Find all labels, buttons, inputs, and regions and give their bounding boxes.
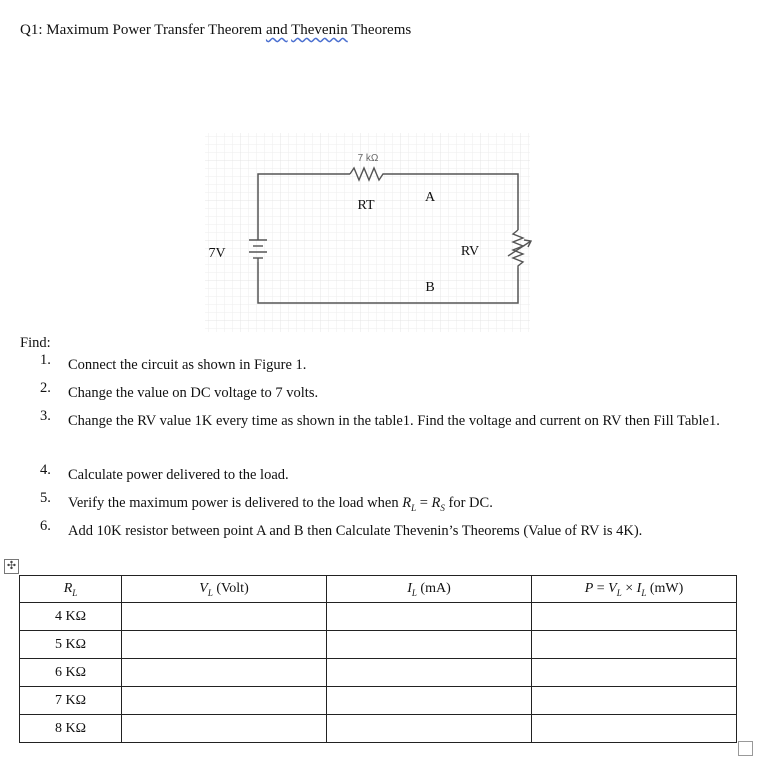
table-row [20,715,737,743]
table-row [20,603,737,631]
node-b-label: B [425,280,435,295]
title-text-end: Theorems [347,22,412,38]
header-sub: L [641,587,647,598]
power-cell[interactable] [532,715,737,743]
resize-handle-icon[interactable] [738,741,753,756]
header-sub: L [411,587,417,598]
header-unit: (mA) [416,580,451,596]
formula-r: R [431,495,441,511]
step-number: 3. [40,408,51,424]
rt-label: RT [357,198,375,213]
rl-cell: 4 KΩ [20,603,122,631]
table-row [20,687,737,715]
circuit-figure [0,0,777,340]
header-rl [20,576,122,603]
header-power [532,576,737,603]
formula-equals: = [416,495,432,511]
step-text: Add 10K resistor between point A and B then Calculate Thevenin’s Theorems (Value of RV is 4K). [68,523,643,539]
header-sym: V [199,580,208,596]
header-sub: L [207,587,213,598]
vl-cell[interactable] [122,603,327,631]
header-sym: P [584,580,594,596]
power-cell[interactable] [532,687,737,715]
table-row [20,659,737,687]
header-unit: (mW) [646,580,684,596]
formula-r: R [402,495,412,511]
title-and-word: and [265,22,288,38]
rv-label: RV [460,244,480,259]
header-unit: (Volt) [212,580,249,596]
header-sym: I [636,580,642,596]
power-cell[interactable] [532,659,737,687]
header-vl [122,576,327,603]
header-sym: R [63,580,73,596]
header-sym: I [407,580,412,596]
formula-sub-l: L [411,502,417,513]
step-number: 4. [40,462,51,478]
resistor-value-label: 7 kΩ [357,153,379,164]
title-thevenin-word: Thevenin [291,22,348,38]
results-table [19,575,737,743]
move-handle-icon[interactable]: ✣ [4,559,19,574]
step-number: 6. [40,518,51,534]
vl-cell[interactable] [122,687,327,715]
source-voltage-label: 7V [208,246,226,261]
il-cell[interactable] [327,603,532,631]
power-cell[interactable] [532,631,737,659]
rl-cell: 7 KΩ [20,687,122,715]
rl-cell: 8 KΩ [20,715,122,743]
formula-sub-s: S [440,502,445,513]
il-cell[interactable] [327,631,532,659]
header-il [327,576,532,603]
header-sub: L [72,587,78,598]
step-text: Change the value on DC voltage to 7 volts. [68,385,319,401]
find-label: Find: [20,335,51,351]
node-a-label: A [424,190,436,205]
il-cell[interactable] [327,659,532,687]
power-cell[interactable] [532,603,737,631]
step-number: 1. [40,352,51,368]
step-text-part: Verify the maximum power is delivered to the load when [68,495,403,511]
step-text-part: for DC. [444,495,493,511]
rl-cell: 6 KΩ [20,659,122,687]
step-number: 5. [40,490,51,506]
header-eq: = [593,580,609,596]
step-text: Calculate power delivered to the load. [68,467,289,483]
vl-cell[interactable] [122,631,327,659]
step-number: 2. [40,380,51,396]
header-sym: V [608,580,617,596]
header-times: × [621,580,637,596]
il-cell[interactable] [327,715,532,743]
vl-cell[interactable] [122,659,327,687]
title-text: Q1: Maximum Power Transfer Theorem [20,22,266,38]
table-row [20,631,737,659]
step-text: Connect the circuit as shown in Figure 1. [68,357,307,373]
table-header-row [20,576,737,603]
vl-cell[interactable] [122,715,327,743]
step-text: Change the RV value 1K every time as shown in the table1. Find the voltage and current on RV then Fill Table1. [68,413,720,429]
il-cell[interactable] [327,687,532,715]
header-sub: L [616,587,622,598]
rl-cell: 5 KΩ [20,631,122,659]
